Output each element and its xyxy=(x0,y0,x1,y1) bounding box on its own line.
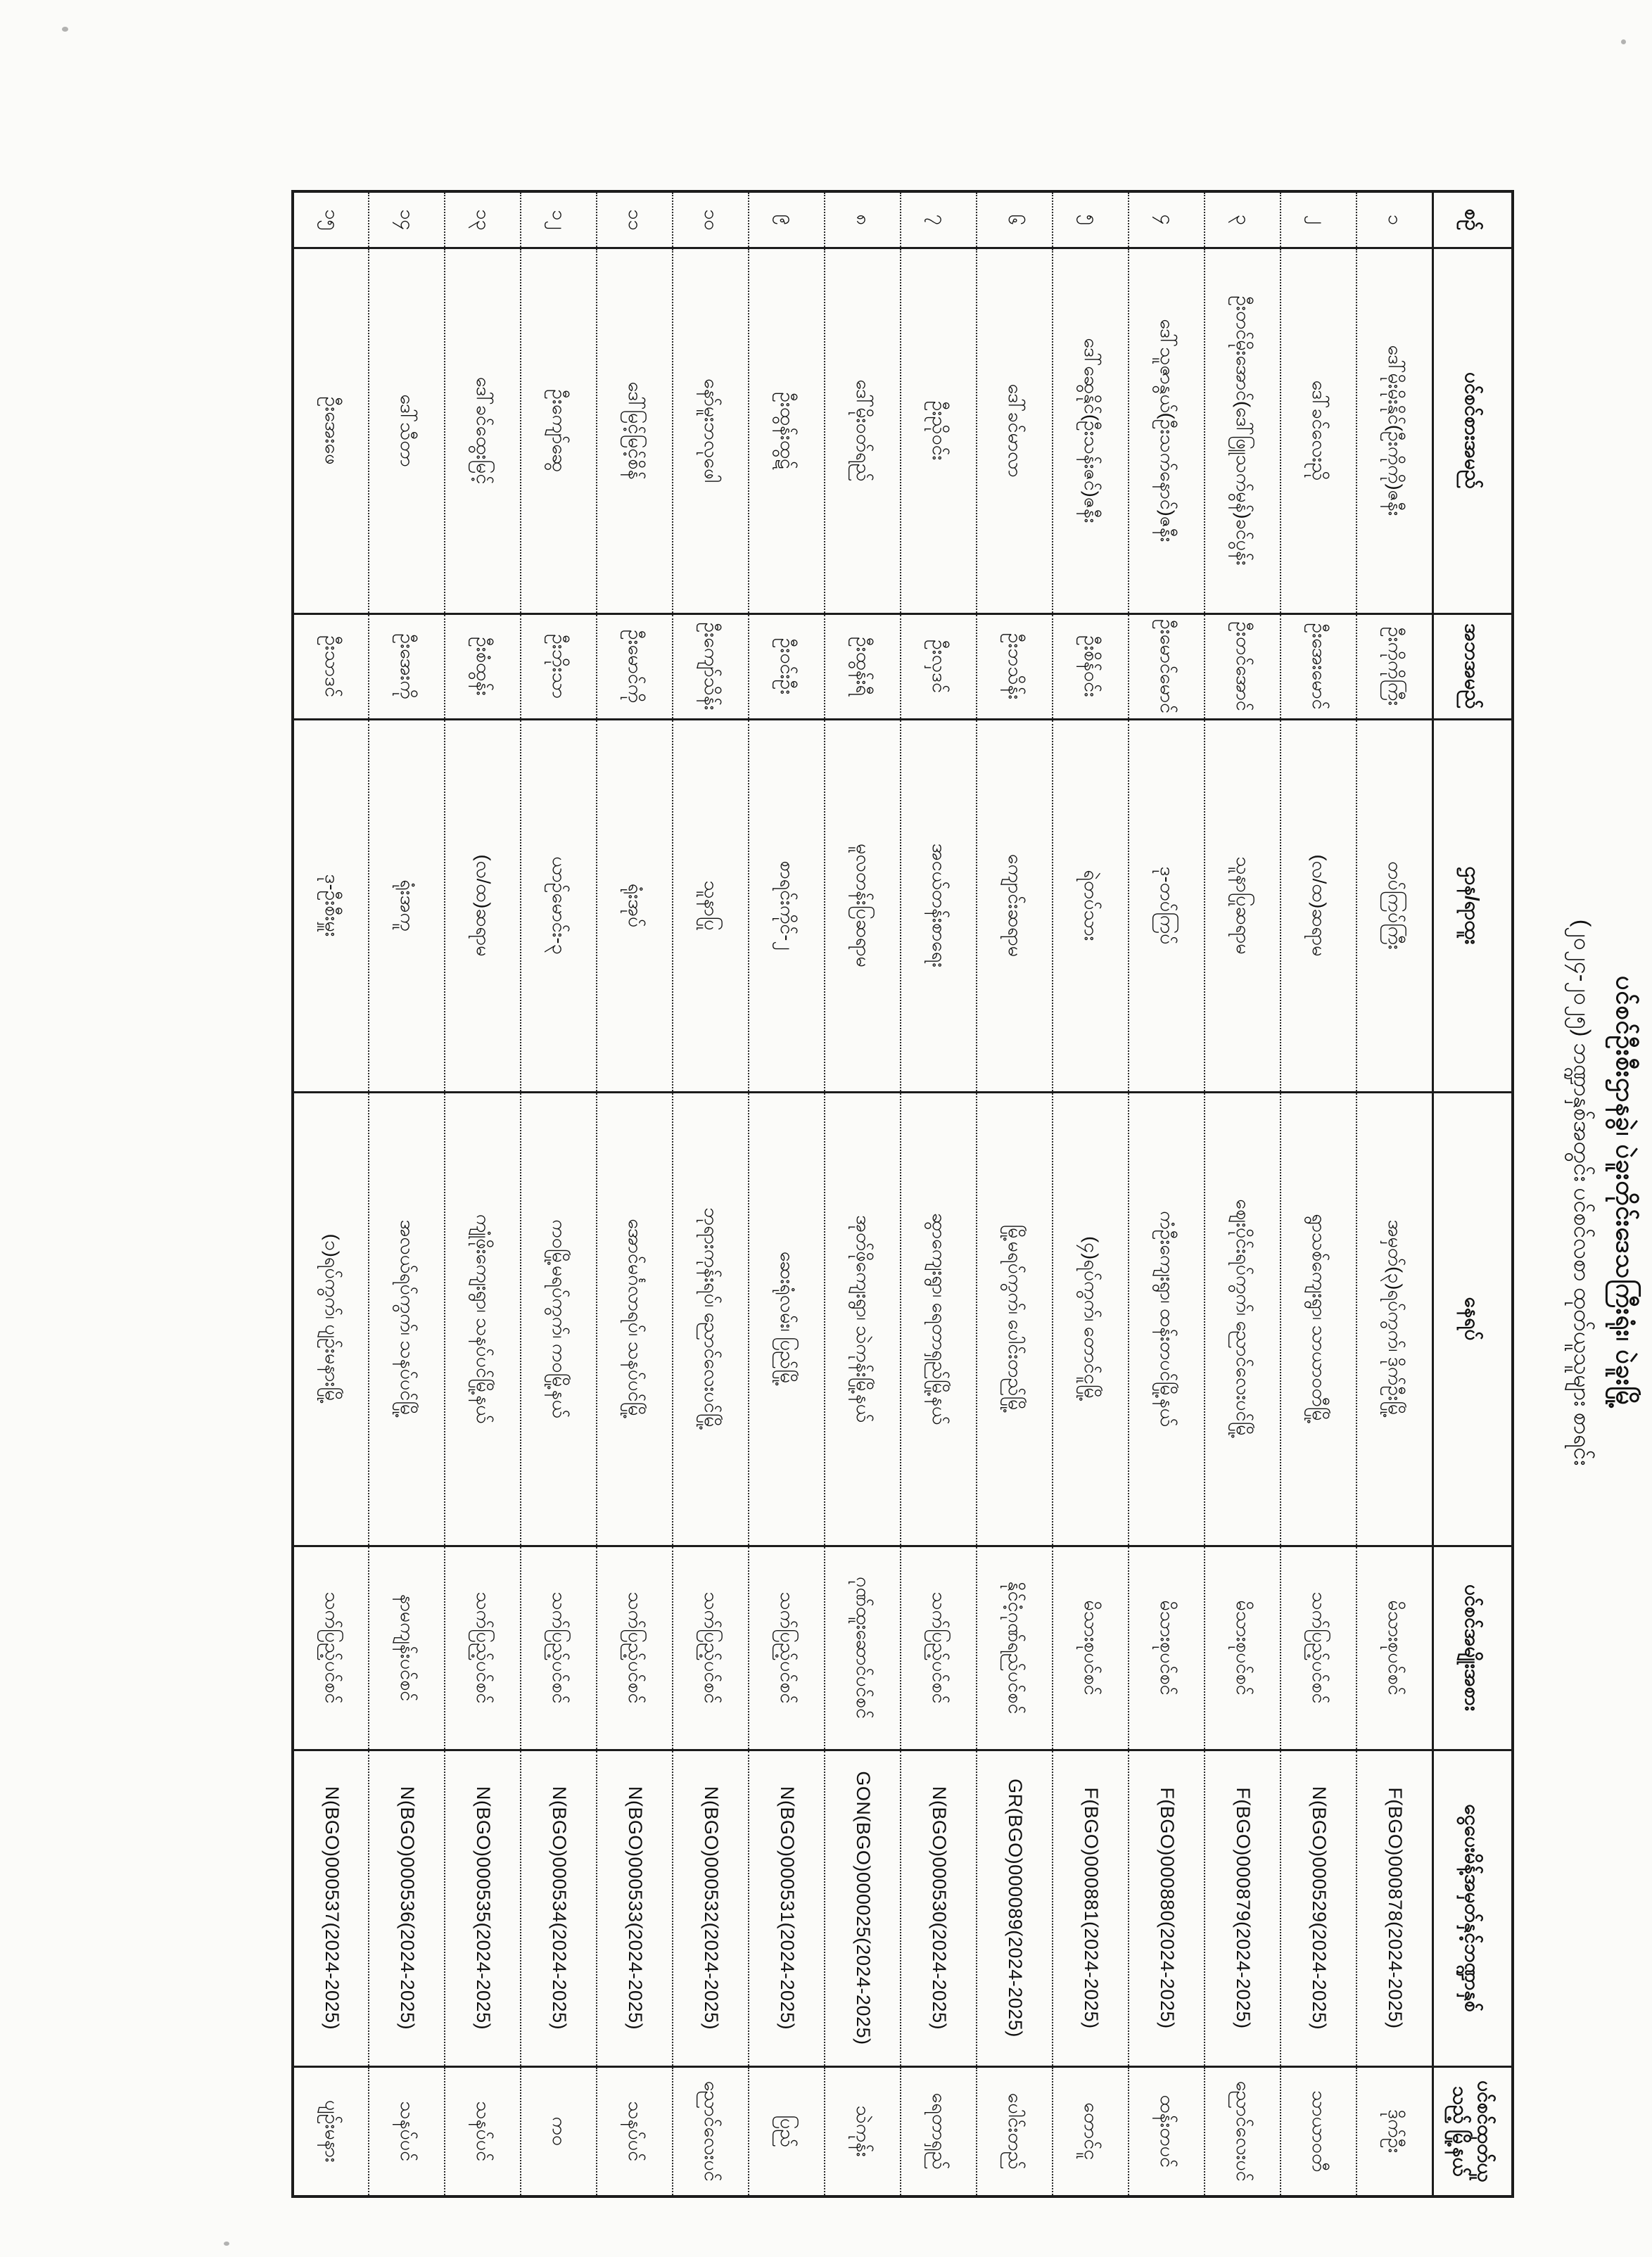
table-row xyxy=(977,191,1053,2196)
cell-pensioner-name: ဒေါ်ခင်ထွေးမြင့် xyxy=(445,248,521,613)
cell-dept-position: ရုံးအကူ xyxy=(369,719,445,1092)
cell-pensioner-name: ဒေါ်မိုးဝတ်ရည် xyxy=(825,248,901,613)
cell-pension-type: သက်ပြည့်ပင်စင် xyxy=(597,1546,673,1750)
cell-pensioner-name: ဒေါ်မြင့်မြင့်စိန် xyxy=(597,248,673,613)
table-row xyxy=(673,191,749,2196)
table-row xyxy=(749,191,825,2196)
cell-township: တောင်ငူ xyxy=(1053,2066,1129,2196)
cell-pension-type: သက်ပြည့်ပင်စင် xyxy=(293,1546,369,1750)
cell-pensioner-name: နော်မူးဘလုဖေါ xyxy=(673,248,749,613)
cell-father-name: ဦးလှဒင် xyxy=(901,613,977,719)
cell-pension-type: သက်ပြည့်ပင်စင် xyxy=(673,1546,749,1750)
cell-dept-position: ဒု-ဦးစီးမှူး xyxy=(293,719,369,1092)
cell-father-name: ဦးထွန်းရီ xyxy=(825,613,901,719)
cell-serial: ၆ xyxy=(977,191,1053,248)
cell-pension-type: နာမကျန်းပင်စင် xyxy=(369,1546,445,1750)
cell-pension-type: သက်ပြည့်ပင်စင် xyxy=(1281,1546,1357,1750)
cell-pensioner-name: ဒေါ်ခင်မာလာ xyxy=(977,248,1053,613)
cell-father-name: ဦးမောင်ကို xyxy=(597,613,673,719)
cell-township: သနပ်ပင် xyxy=(445,2066,521,2196)
cell-pension-type: သက်ပြည့်ပင်စင် xyxy=(901,1546,977,1750)
header-payment-order-number: ငွေပေးမိန့်အမှတ်နှင့်ဘဏ္ဍာနှစ် xyxy=(1433,1750,1513,2066)
cell-residence: (၁)ရပ်ကွက်၊ ပျဉ်းမနားမြို့ xyxy=(293,1092,369,1546)
cell-pensioner-name: ဒေါ်မိုးမိုးနိုင်(ဦးကိုကို)ဇနီး xyxy=(1357,248,1433,613)
cell-serial: ၁၅ xyxy=(293,191,369,248)
cell-payment-order-number: N(BGO)000530(2024-2025) xyxy=(901,1750,977,2066)
cell-pensioner-name: ဒေါ်ဆွေနိုင်(ဦးသန်းဇင်)ဇနီး xyxy=(1053,248,1129,613)
cell-payment-order-number: N(BGO)000532(2024-2025) xyxy=(673,1750,749,2066)
cell-pensioner-name: ဦးညိုဝင်း xyxy=(901,248,977,613)
document-subtitle: (၂၀၂၄-၂၀၂၅) ဘဏ္ဍာနှစ်အတွင်း ပင်စင်လစာ ထုတ်ယူသူများ စာရင်း xyxy=(1570,919,1595,1466)
cell-payment-order-number: GR(BGO)000089(2024-2025) xyxy=(977,1750,1053,2066)
cell-pension-type: မိသားစုပင်စင် xyxy=(1357,1546,1433,1750)
cell-father-name: ဦးဘသိန်း xyxy=(977,613,1053,719)
cell-father-name: ဦးအေးမောင် xyxy=(1281,613,1357,719)
cell-serial: ၉ xyxy=(749,191,825,248)
cell-payment-order-number: F(BGO)000878(2024-2025) xyxy=(1357,1750,1433,2066)
cell-serial: ၄ xyxy=(1129,191,1205,248)
cell-payment-order-number: GON(BGO)000025(2024-2025) xyxy=(825,1750,901,2066)
cell-payment-order-number: N(BGO)000535(2024-2025) xyxy=(445,1750,521,2066)
header-serial: စဉ် xyxy=(1433,191,1513,248)
table-row xyxy=(825,191,901,2196)
cell-pension-type: သက်ပြည့်ပင်စင် xyxy=(445,1546,521,1750)
header-pensioner-name: ပင်စင်စားအမည် xyxy=(1433,248,1513,613)
cell-serial: ၁၄ xyxy=(369,191,445,248)
cell-township: သနပ်ပင် xyxy=(597,2066,673,2196)
cell-father-name: ဦးမောင်မောင် xyxy=(1129,613,1205,719)
cell-payment-order-number: N(BGO)000537(2024-2025) xyxy=(293,1750,369,2066)
cell-father-name: ဦးဝင်းဦး xyxy=(749,613,825,719)
cell-dept-position: ကျောင်းဆရာမ xyxy=(977,719,1053,1092)
cell-dept-position: ရဲတပ်သား xyxy=(1053,719,1129,1092)
cell-payment-order-number: N(BGO)000531(2024-2025) xyxy=(749,1750,825,2066)
cell-serial: ၁၃ xyxy=(445,191,521,248)
cell-pensioner-name: ဦးအေးဖေ xyxy=(293,248,369,613)
cell-payment-order-number: N(BGO)000529(2024-2025) xyxy=(1281,1750,1357,2066)
table-row xyxy=(293,191,369,2196)
cell-serial: ၈ xyxy=(825,191,901,248)
cell-township: ထန်းတပင် xyxy=(1129,2066,1205,2196)
table-row xyxy=(445,191,521,2196)
cell-residence: ကံဦးကျေးရွာ၊ ထန်းတပင်မြို့နယ် xyxy=(1129,1092,1205,1546)
cell-pension-type: သက်ပြည့်ပင်စင် xyxy=(749,1546,825,1750)
table-row xyxy=(901,191,977,2196)
cell-father-name: ဦးကျော်သိန်း xyxy=(673,613,749,719)
cell-residence: ရွာသစ်ကျေးရွာ၊ သာယာဝတီမြို့ xyxy=(1281,1092,1357,1546)
header-township: ပင်စင်ထုတ်ယူသည့် မြို့နယ် xyxy=(1433,2066,1513,2196)
cell-pension-type: မိသားစုပင်စင် xyxy=(1129,1546,1205,1750)
cell-father-name: ဦးစိန်ဝင်း xyxy=(1053,613,1129,719)
cell-residence: အလယ်ရပ်ကွက်၊ သနပ်ပင်မြို့ xyxy=(369,1092,445,1546)
cell-serial: ၂ xyxy=(1281,191,1357,248)
table-header-row xyxy=(1433,191,1513,2196)
cell-payment-order-number: N(BGO)000536(2024-2025) xyxy=(369,1750,445,2066)
cell-pensioner-name: ဦးကျော်ဆွေ xyxy=(521,248,597,613)
header-dept-position: ဌာန/ရာထူး xyxy=(1433,719,1513,1092)
cell-pension-type: မိသားစုပင်စင် xyxy=(1205,1546,1281,1750)
cell-dept-position: စာရင်းကိုင်-၂ xyxy=(749,719,825,1092)
cell-residence: အုတ်ဖိုကျေးရွာ၊ သဲကုန်းမြို့နယ် xyxy=(825,1092,901,1546)
cell-residence: ကဝမြို့မရပ်ကွက်၊ ကဝမြို့နယ် xyxy=(521,1092,597,1546)
cell-dept-position: ဒု-တပ်ကြပ် xyxy=(1129,719,1205,1092)
cell-township: ညောင်လေးပင် xyxy=(673,2066,749,2196)
cell-township: ပြည် xyxy=(749,2066,825,2196)
header-father-name: အဘအမည် xyxy=(1433,613,1513,719)
cell-father-name: ဦးစံထွန်း xyxy=(445,613,521,719)
cell-residence: အောင်မင်္ဂလာရပ်၊ သနပ်ပင်မြို့ xyxy=(597,1092,673,1546)
cell-pension-type: သက်ပြည့်ပင်စင် xyxy=(521,1546,597,1750)
document-title: ပင်စင်ဦးစီးဌာနခွဲ၊ ပဲခူးတိုင်းဒေသကြီးရုံး၊ ပဲခူးမြို့ xyxy=(1611,975,1640,1410)
cell-serial: ၁၂ xyxy=(521,191,597,248)
cell-payment-order-number: N(BGO)000534(2024-2025) xyxy=(521,1750,597,2066)
cell-dept-position: သူနာပြု xyxy=(673,719,749,1092)
cell-township: သဲကုန်း xyxy=(825,2066,901,2196)
cell-residence: ဈေးပိုင်းရပ်ကွက်၊ ညောင်လေးပင်မြို့ xyxy=(1205,1092,1281,1546)
cell-dept-position: ယာဉ်မောင်း-၃ xyxy=(521,719,597,1092)
cell-serial: ၇ xyxy=(901,191,977,248)
cell-father-name: ဦးအေးကို xyxy=(369,613,445,719)
cell-payment-order-number: N(BGO)000533(2024-2025) xyxy=(597,1750,673,2066)
table-row xyxy=(1357,191,1433,2196)
cell-dept-position: သူနာပြုဆရာမ xyxy=(1205,719,1281,1092)
cell-residence: ဘုရားကုန်းရပ်၊ ညောင်လေးပင်မြို့ xyxy=(673,1092,749,1546)
cell-township: ညောင်လေးပင် xyxy=(1205,2066,1281,2196)
cell-serial: ၁၁ xyxy=(597,191,673,248)
header-residence: နေရပ် xyxy=(1433,1092,1513,1546)
cell-father-name: ဦးသာဒင် xyxy=(293,613,369,719)
cell-payment-order-number: F(BGO)000880(2024-2025) xyxy=(1129,1750,1205,2066)
cell-township: ပေါင်းတည် xyxy=(977,2066,1053,2196)
cell-residence: မြို့မရပ်ကွက်၊ ပေါင်းတည်မြို့ xyxy=(977,1092,1053,1546)
cell-township: သနပ်ပင် xyxy=(369,2066,445,2196)
cell-pensioner-name: ဒေါ်ခင်လေးညို xyxy=(1281,248,1357,613)
table-body xyxy=(293,191,1433,2196)
cell-township: သာယာဝတီ xyxy=(1281,2066,1357,2196)
document-title-block xyxy=(1563,190,1642,2195)
cell-serial: ၅ xyxy=(1053,191,1129,248)
table-row xyxy=(1129,191,1205,2196)
cell-pensioner-name: ဒေါ်သီတာ xyxy=(369,248,445,613)
cell-residence: ဆေးရုံလမ်း၊ ပြည်မြို့ xyxy=(749,1092,825,1546)
cell-dept-position: တပ်ကြပ်ကြီး xyxy=(1357,719,1433,1092)
cell-dept-position: မူလတန်းပြဆရာမ xyxy=(825,719,901,1092)
cell-township: ဒိုက်ဦး xyxy=(1357,2066,1433,2196)
table-row xyxy=(1053,191,1129,2196)
cell-payment-order-number: F(BGO)000879(2024-2025) xyxy=(1205,1750,1281,2066)
cell-dept-position: ရုံးအုပ် xyxy=(597,719,673,1092)
cell-township: ကဝ xyxy=(521,2066,597,2196)
cell-dept-position: (လ/ထ)ဆရာမ xyxy=(1281,719,1357,1092)
table-row xyxy=(597,191,673,2196)
cell-pension-type: နိုင်ငံ့ဂုဏ်ရည်ပင်စင် xyxy=(977,1546,1053,1750)
cell-residence: ဆွာကျေးရွာ၊ ရေတာရှည်မြို့နယ် xyxy=(901,1092,977,1546)
cell-residence: အမှတ်(၃)ရပ်ကွက်၊ ဒိုက်ဦးမြို့ xyxy=(1357,1092,1433,1546)
cell-pensioner-name: ဒေါ်သူဇာနွယ်(ဦးသက်နောင်)ဇနီး xyxy=(1129,248,1205,613)
table-row xyxy=(1205,191,1281,2196)
cell-residence: (၄)ရပ်ကွက်၊ တောင်ငူမြို့ xyxy=(1053,1092,1129,1546)
cell-township: ရေတာရှည် xyxy=(901,2066,977,2196)
cell-serial: ၁ xyxy=(1357,191,1433,248)
cell-payment-order-number: F(BGO)000881(2024-2025) xyxy=(1053,1750,1129,2066)
cell-father-name: ဦးတင်အောင် xyxy=(1205,613,1281,719)
cell-pensioner-name: ဦးထွန်းထွဋ် xyxy=(749,248,825,613)
cell-dept-position: (လ/ထ)ဆရာမ xyxy=(445,719,521,1092)
cell-father-name: ဦးကိုကိုကြီး xyxy=(1357,613,1433,719)
cell-pension-type: မိသားစုပင်စင် xyxy=(1053,1546,1129,1750)
cell-serial: ၁၀ xyxy=(673,191,749,248)
cell-dept-position: အငယ်တန်းစာရေး xyxy=(901,719,977,1092)
cell-residence: ကျုံဖိုးကျေးရွာ၊ သနပ်ပင်မြို့နယ် xyxy=(445,1092,521,1546)
pension-list-table xyxy=(292,190,1515,2198)
cell-pension-type: ဂုဏ်ထူးဆောင်ပင်စင် xyxy=(825,1546,901,1750)
table-row xyxy=(1281,191,1357,2196)
cell-township: ပျဉ်းမနား xyxy=(293,2066,369,2196)
cell-father-name: ဦးဘိုးသာ xyxy=(521,613,597,719)
cell-serial: ၃ xyxy=(1205,191,1281,248)
header-pension-type: ပင်စင်အမျိုးအစား xyxy=(1433,1546,1513,1750)
table-row xyxy=(521,191,597,2196)
table-row xyxy=(369,191,445,2196)
cell-pensioner-name: ဦးတင်မိုးအောင်(ဒေါ်ဖြူသက်မွန်)ခင်ပွန်း xyxy=(1205,248,1281,613)
